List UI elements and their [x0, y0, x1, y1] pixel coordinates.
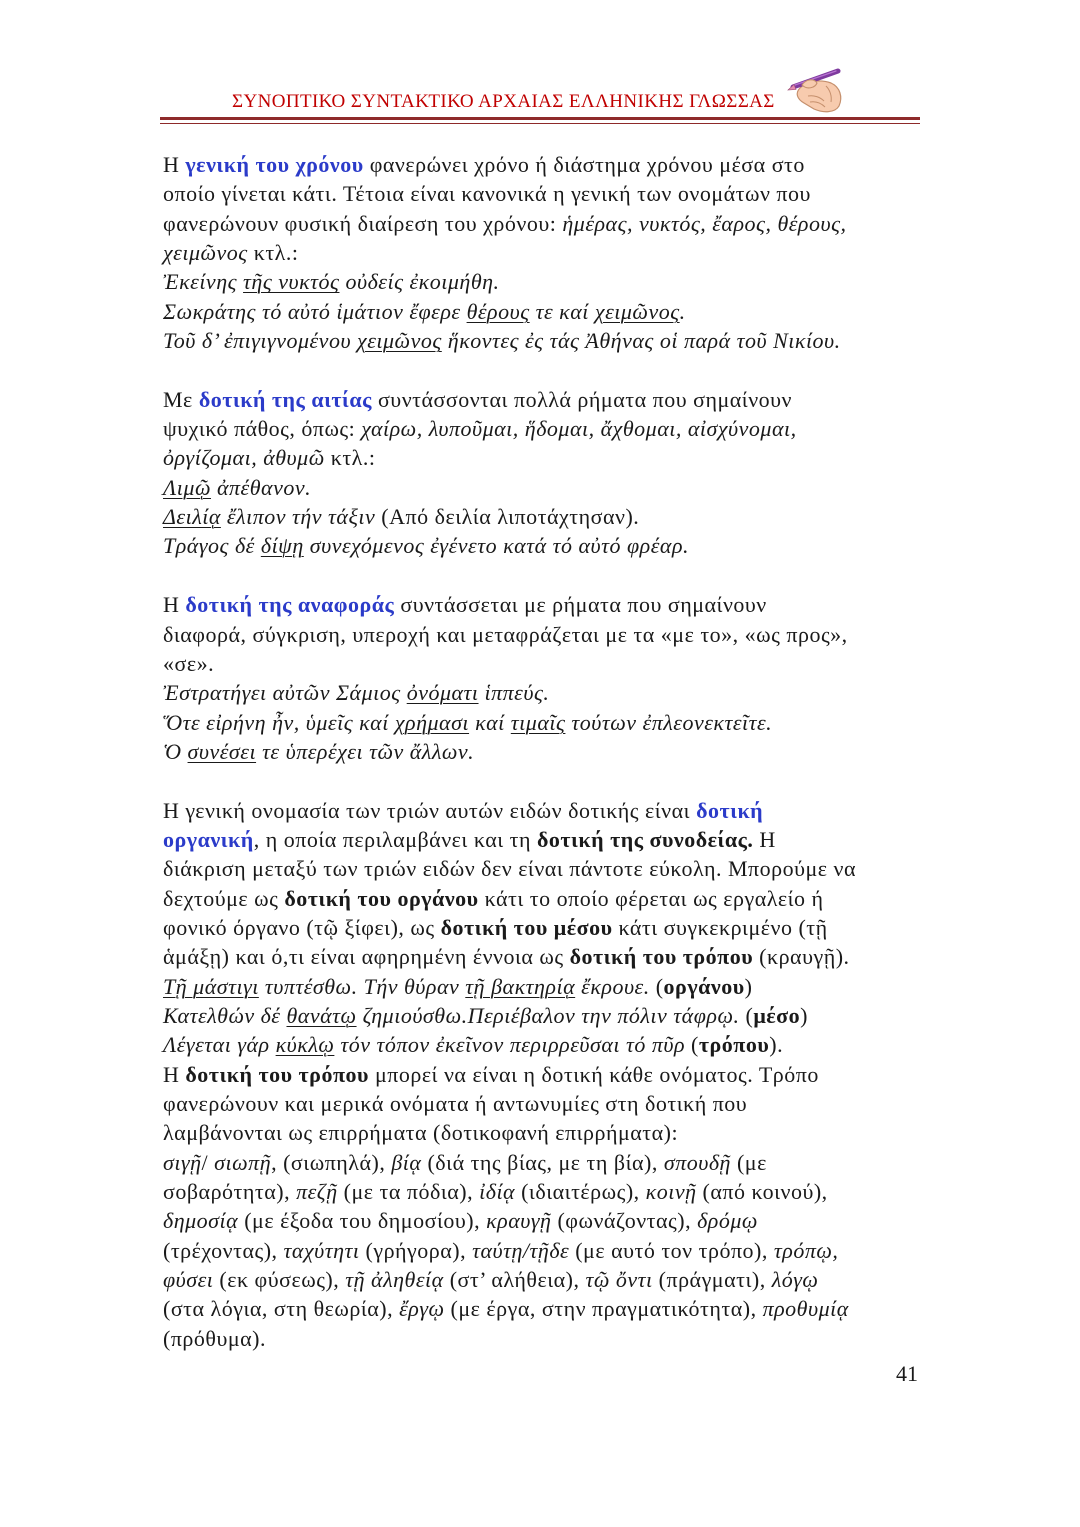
- italic-example-text: Τοῦ δ’ ἐπιγιγνομένου: [163, 328, 358, 354]
- text-run: (με αυτό τον τρόπο),: [569, 1237, 774, 1263]
- underlined-example-word: Λιμῷ: [163, 474, 211, 500]
- text-run: φανερώνουν και μερικά ονόματα ή αντωνυμίες στη δοτική που: [163, 1091, 748, 1116]
- text-line: [163, 179, 943, 208]
- italic-example-text: ταύτῃ/τῇδε: [472, 1237, 570, 1263]
- paragraph: [163, 796, 943, 1354]
- hand-writing-pen-icon: [786, 66, 844, 114]
- text-line: [163, 531, 943, 560]
- italic-example-text: Ἐκείνης: [163, 269, 244, 295]
- underlined-example-word: χρήμασι: [394, 709, 470, 735]
- text-line: [163, 473, 943, 502]
- italic-example-text: τε καί: [529, 298, 595, 324]
- text-run: (με έργα, στην πραγματικότητα),: [444, 1296, 763, 1322]
- text-run: ): [800, 1002, 808, 1028]
- text-run: μπορεί να είναι η δοτική κάθε ονόματος. Τρόπο: [368, 1061, 819, 1087]
- italic-example-text: ἀπέθανον.: [210, 474, 312, 500]
- text-line: [163, 884, 943, 913]
- text-run: Η γενική ονομασία των τριών αυτών ειδών δοτικής είναι: [163, 797, 697, 823]
- italic-example-text: καί: [469, 709, 511, 735]
- key-term: δοτική της αιτίας: [198, 386, 372, 412]
- underlined-example-word: θέρους: [466, 298, 530, 324]
- italic-example-text: Λέγεται γάρ: [163, 1032, 276, 1058]
- page-body: [163, 150, 943, 1353]
- text-run: συντάσσονται πολλά ρήματα που σημαίνουν: [371, 386, 792, 412]
- italic-example-text: ἱππεύς.: [478, 680, 550, 706]
- text-line: [163, 414, 943, 443]
- italic-example-text: συνεχόμενος ἐγένετο κατά τό αὐτό φρέαρ.: [303, 533, 690, 559]
- text-run: φανερώνει χρόνο ή διάστημα χρόνου μέσα στο: [363, 152, 805, 177]
- text-line: [163, 854, 943, 883]
- text-line: [163, 267, 943, 296]
- italic-example-text: ἔκρουε.: [575, 973, 650, 999]
- text-run: , η οποία περιλαμβάνει και τη: [253, 826, 537, 852]
- paragraph: [163, 150, 943, 355]
- text-run: ): [744, 973, 753, 999]
- text-line: [163, 209, 943, 238]
- key-term: οργανική: [163, 826, 254, 852]
- text-line: [163, 942, 943, 971]
- text-line: [163, 1001, 943, 1030]
- text-line: [163, 972, 943, 1001]
- text-line: [163, 150, 943, 179]
- underlined-example-word: κύκλῳ: [275, 1032, 335, 1058]
- italic-example-text: Κατελθών δέ: [163, 1002, 287, 1028]
- text-run: κάτι το οποίο φέρεται ως εργαλείο ή: [478, 885, 824, 911]
- text-run: ψυχικό πάθος, όπως:: [163, 416, 362, 442]
- underlined-example-word: χειμῶνος: [357, 328, 442, 354]
- text-line: [163, 1206, 943, 1235]
- text-run: , (σιωπηλά),: [271, 1149, 392, 1175]
- italic-example-text: ἔργῳ: [399, 1296, 445, 1322]
- text-run: (με έξοδα του δημοσίου),: [238, 1208, 487, 1234]
- underlined-example-word: τῆς νυκτός: [243, 269, 340, 295]
- text-line: [163, 825, 943, 854]
- text-line: [163, 238, 943, 267]
- text-line: [163, 1177, 943, 1206]
- text-run: (Από δειλία λιποτάχτησαν).: [375, 504, 640, 530]
- text-line: [163, 1089, 943, 1118]
- italic-example-text: ὀργίζομαι, ἀθυμῶ: [163, 445, 325, 471]
- italic-example-text: Σωκράτης τό αὐτό ἱμάτιον ἔφερε: [163, 298, 467, 324]
- text-line: [163, 297, 943, 326]
- italic-example-text: δημοσίᾳ: [163, 1208, 239, 1234]
- text-line: [163, 796, 943, 825]
- text-line: [163, 1265, 943, 1294]
- italic-example-text: λόγῳ: [771, 1267, 819, 1293]
- text-line: [163, 1148, 943, 1177]
- italic-example-text: σιωπῇ: [214, 1149, 272, 1175]
- text-run: (: [739, 1002, 754, 1028]
- text-line: [163, 1294, 943, 1323]
- italic-example-text: ἰδίᾳ: [479, 1179, 516, 1205]
- text-run: Η: [163, 1061, 186, 1087]
- text-run: Η: [163, 592, 186, 618]
- underlined-example-word: θανάτῳ: [286, 1002, 357, 1028]
- italic-example-text: Ἐστρατήγει αὐτῶν Σάμιος: [163, 680, 407, 706]
- header-rule-thick: [160, 117, 920, 120]
- text-line: [163, 620, 943, 649]
- key-term: δοτική της αναφοράς: [185, 592, 395, 618]
- text-run: (διά της βίας, με τη βία),: [421, 1149, 664, 1175]
- underlined-example-word: Δειλίᾳ: [163, 504, 221, 530]
- italic-example-text: χαίρω, λυποῦμαι, ἥδομαι, ἄχθομαι, αἰσχύνομαι,: [361, 416, 797, 442]
- header-rule-thin: [160, 123, 920, 124]
- italic-example-text: τρόπῳ,: [773, 1237, 839, 1263]
- text-line: [163, 1060, 943, 1089]
- text-line: [163, 1236, 943, 1265]
- text-run: (με: [730, 1149, 767, 1175]
- bold-term: δοτική της συνοδείας.: [537, 826, 754, 852]
- text-line: [163, 708, 943, 737]
- italic-example-text: κραυγῇ: [486, 1208, 552, 1234]
- text-run: (στ’ αλήθεια),: [443, 1267, 586, 1293]
- text-line: [163, 649, 943, 678]
- text-run: (στα λόγια, στη θεωρία),: [163, 1296, 400, 1322]
- text-run: φανερώνουν φυσική διαίρεση του χρόνου:: [163, 210, 563, 236]
- text-run: διάκριση μεταξύ των τριών ειδών δεν είναι πάντοτε εύκολη. Μπορούμε να: [163, 856, 857, 882]
- text-line: [163, 590, 943, 619]
- text-run: (πρόθυμα).: [163, 1325, 266, 1351]
- underlined-example-word: ὀνόματι: [406, 680, 479, 706]
- italic-example-text: σπουδῇ: [663, 1149, 731, 1175]
- italic-example-text: φύσει: [163, 1267, 214, 1293]
- text-line: [163, 326, 943, 355]
- text-run: (: [685, 1032, 699, 1058]
- text-line: [163, 385, 943, 414]
- italic-example-text: τούτων ἐπλεονεκτεῖτε.: [565, 709, 773, 735]
- page-number: 41: [896, 1361, 918, 1386]
- italic-example-text: σιγῇ: [163, 1149, 202, 1175]
- text-run: /: [201, 1149, 215, 1175]
- running-header-title: ΣΥΝΟΠΤΙΚΟ ΣΥΝΤΑΚΤΙΚΟ ΑΡΧΑΙΑΣ ΕΛΛΗΝΙΚΗΣ ΓΛΩΣΣΑΣ: [232, 91, 775, 112]
- text-run: συντάσσεται με ρήματα που σημαίνουν: [394, 592, 767, 618]
- text-run: φονικό όργανο (τῷ ξίφει), ως: [163, 914, 441, 940]
- text-line: [163, 502, 943, 531]
- bold-term: δοτική του τρόπου: [185, 1061, 369, 1087]
- text-line: [163, 1324, 943, 1353]
- italic-example-text: τόν τόπον ἐκεῖνον περιρρεῦσαι τό πῦρ: [334, 1032, 686, 1058]
- italic-example-text: ζημιούσθω.Περιέβαλον την πόλιν τάφρῳ.: [356, 1002, 740, 1028]
- italic-example-text: τε ὑπερέχει τῶν ἄλλων.: [256, 738, 475, 764]
- bold-term: οργάνου: [663, 973, 745, 999]
- paragraph: [163, 590, 943, 766]
- text-run: λαμβάνονται ως επιρρήματα (δοτικοφανή επιρρήματα):: [163, 1120, 679, 1146]
- underlined-example-word: τῇ βακτηρίᾳ: [465, 973, 576, 999]
- text-run: (εκ φύσεως),: [213, 1267, 346, 1293]
- key-term: γενική του χρόνου: [185, 152, 364, 177]
- italic-example-text: βίᾳ: [391, 1149, 422, 1175]
- underlined-example-word: Τῇ μάστιγι: [163, 973, 259, 999]
- text-run: (ιδιαιτέρως),: [515, 1179, 646, 1205]
- text-run: (: [649, 973, 664, 999]
- bold-term: τρόπου: [698, 1032, 770, 1058]
- text-run: (με τα πόδια),: [337, 1179, 480, 1205]
- text-run: (από κοινού),: [696, 1179, 828, 1205]
- italic-example-text: οὐδείς ἐκοιμήθη.: [339, 269, 500, 295]
- text-run: «σε».: [163, 650, 215, 676]
- text-run: δεχτούμε ως: [163, 885, 285, 911]
- italic-example-text: Ὁ: [163, 738, 188, 764]
- text-run: (τρέχοντας),: [163, 1237, 284, 1263]
- text-run: Η: [163, 152, 186, 177]
- text-line: [163, 737, 943, 766]
- text-run: (πράγματι),: [652, 1267, 772, 1293]
- italic-example-text: δρόμῳ: [697, 1208, 758, 1234]
- text-line: [163, 913, 943, 942]
- text-line: [163, 443, 943, 472]
- key-term: δοτική: [696, 797, 764, 823]
- text-line: [163, 678, 943, 707]
- underlined-example-word: συνέσει: [187, 738, 257, 764]
- italic-example-text: ἥκοντες ἐς τάς Ἀθήνας οἱ παρά τοῦ Νικίου.: [441, 328, 841, 354]
- text-run: ).: [769, 1032, 784, 1058]
- text-run: οποίο γίνεται κάτι. Τέτοια είναι κανονικά η γενική των ονομάτων που: [163, 181, 811, 207]
- text-run: κτλ.:: [324, 445, 376, 471]
- bold-term: μέσο: [753, 1002, 801, 1028]
- italic-example-text: τῇ ἀληθείᾳ: [345, 1267, 444, 1293]
- text-line: [163, 1118, 943, 1147]
- italic-example-text: τυπτέσθω. Τήν θύραν: [258, 973, 466, 999]
- text-run: σοβαρότητα),: [163, 1179, 297, 1205]
- italic-example-text: κοινῇ: [645, 1179, 697, 1205]
- italic-example-text: προθυμίᾳ: [762, 1296, 849, 1322]
- text-run: (γρήγορα),: [359, 1237, 473, 1263]
- text-run: ἁμάξῃ) και ό,τι είναι αφηρημένη έννοια ως: [163, 944, 570, 970]
- bold-term: δοτική του τρόπου: [569, 944, 754, 970]
- text-run: διαφορά, σύγκριση, υπεροχή και μεταφράζεται με τα «με το», «ως προς»,: [163, 621, 848, 647]
- bold-term: δοτική του μέσου: [440, 914, 613, 940]
- text-line: [163, 1030, 943, 1059]
- underlined-example-word: τιμαῖς: [510, 709, 566, 735]
- text-run: Με: [163, 386, 199, 412]
- text-run: κάτι συγκεκριμένο (τῇ: [612, 914, 828, 940]
- paragraph: [163, 385, 943, 561]
- italic-example-text: ταχύτητι: [283, 1237, 360, 1263]
- italic-example-text: χειμῶνος: [163, 240, 248, 266]
- text-run: (φωνάζοντας),: [551, 1208, 698, 1234]
- italic-example-text: Ὅτε εἰρήνη ἦν, ὑμεῖς καί: [163, 709, 395, 735]
- italic-example-text: ἔλιπον τήν τάξιν: [220, 504, 376, 530]
- italic-example-text: τῷ ὄντι: [585, 1267, 653, 1293]
- bold-term: δοτική του οργάνου: [284, 885, 479, 911]
- italic-example-text: Τράγος δέ: [163, 533, 261, 559]
- text-run: κτλ.:: [247, 240, 299, 266]
- text-run: (κραυγῇ).: [753, 944, 850, 970]
- underlined-example-word: χειμῶνος: [594, 298, 680, 324]
- text-run: Η: [753, 826, 776, 852]
- italic-example-text: πεζῇ: [296, 1179, 338, 1205]
- underlined-example-word: δίψῃ: [260, 533, 304, 559]
- italic-example-text: .: [679, 298, 686, 324]
- italic-example-text: ἡμέρας, νυκτός, ἔαρος, θέρους,: [562, 210, 847, 236]
